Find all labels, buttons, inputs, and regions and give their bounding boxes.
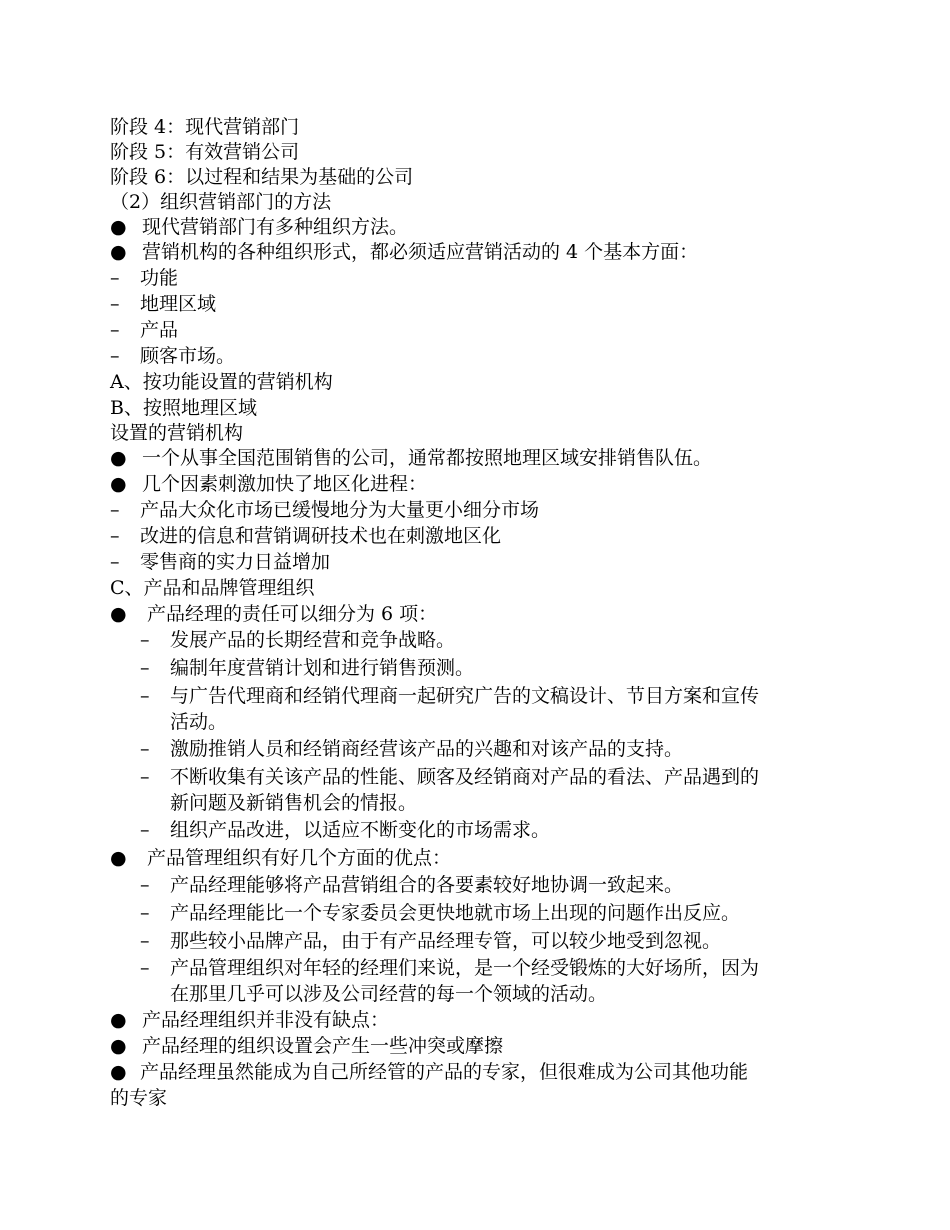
- line-text: C、产品和品牌管理组织: [110, 577, 315, 599]
- line-text: B、按照地理区域: [110, 397, 257, 419]
- line-text: 现代营销部门有多种组织方法。: [142, 216, 409, 238]
- line-text: 产品经理能比一个专家委员会更快地就市场上出现的问题作出反应。: [170, 902, 741, 924]
- line-text: 的专家: [110, 1087, 168, 1109]
- section-heading: [110, 576, 315, 600]
- dash-icon: –: [110, 551, 120, 573]
- dash-item: [140, 818, 550, 842]
- dash-item: [140, 956, 759, 980]
- bullet-icon: ●: [110, 1061, 127, 1083]
- dash-icon: –: [140, 629, 150, 651]
- dash-item: [110, 498, 539, 522]
- line-text: 产品经理虽然能成为自己所经管的产品的专家，但很难成为公司其他功能: [140, 1061, 749, 1083]
- dash-icon: –: [140, 902, 150, 924]
- dash-icon: –: [140, 657, 150, 679]
- dash-item: [140, 929, 721, 953]
- dash-icon: –: [140, 874, 150, 896]
- bullet-item: [110, 472, 427, 496]
- dash-item: [140, 765, 759, 789]
- dash-item: [110, 344, 235, 368]
- line-text: 在那里几乎可以涉及公司经营的每一个领域的活动。: [170, 983, 608, 1005]
- line-text: 设置的营销机构: [110, 422, 244, 444]
- dash-item: [110, 550, 330, 574]
- line-text: 发展产品的长期经营和竞争战略。: [170, 629, 456, 651]
- line-text: 不断收集有关该产品的性能、顾客及经销商对产品的看法、产品遇到的: [170, 766, 760, 788]
- bullet-item: [110, 215, 408, 239]
- text-line: [110, 115, 299, 139]
- dash-item: [140, 628, 455, 652]
- bullet-item: [110, 446, 712, 470]
- dash-item: [140, 901, 740, 925]
- dash-icon: –: [110, 267, 120, 289]
- line-text: 组织产品改进，以适应不断变化的市场需求。: [170, 819, 551, 841]
- line-text: 产品管理组织有好几个方面的优点：: [147, 847, 452, 869]
- line-text: 编制年度营销计划和进行销售预测。: [170, 657, 475, 679]
- dash-icon: –: [110, 345, 120, 367]
- continuation-line: [170, 791, 417, 815]
- line-text: 产品大众化市场已缓慢地分为大量更小细分市场: [140, 499, 540, 521]
- dash-item: [110, 318, 178, 342]
- line-text: 产品经理组织并非没有缺点：: [142, 1009, 390, 1031]
- line-text: 顾客市场。: [140, 345, 236, 367]
- dash-icon: –: [140, 738, 150, 760]
- line-text: 产品经理的组织设置会产生一些冲突或摩擦: [142, 1035, 504, 1057]
- dash-icon: –: [140, 930, 150, 952]
- text-line: [110, 140, 299, 164]
- dash-icon: –: [110, 499, 120, 521]
- line-text: 阶段 6：以过程和结果为基础的公司: [110, 166, 414, 188]
- bullet-item: [110, 1034, 503, 1058]
- line-text: 一个从事全国范围销售的公司，通常都按照地理区域安排销售队伍。: [142, 447, 713, 469]
- dash-item: [140, 737, 683, 761]
- line-text: 功能: [140, 267, 179, 289]
- bullet-icon: ●: [110, 216, 127, 238]
- dash-icon: –: [110, 319, 120, 341]
- line-text: 改进的信息和营销调研技术也在刺激地区化: [140, 525, 502, 547]
- bullet-icon: ●: [110, 241, 127, 263]
- dash-item: [140, 656, 474, 680]
- dash-icon: –: [140, 685, 150, 707]
- section-heading: [110, 396, 257, 420]
- bullet-icon: ●: [110, 847, 127, 869]
- bullet-icon: ●: [110, 473, 127, 495]
- bullet-icon: ●: [110, 447, 127, 469]
- continuation-line: [170, 710, 227, 734]
- dash-icon: –: [110, 293, 120, 315]
- line-text: 营销机构的各种组织形式，都必须适应营销活动的 4 个基本方面：: [142, 241, 699, 263]
- line-text: 那些较小品牌产品，由于有产品经理专管，可以较少地受到忽视。: [170, 930, 722, 952]
- bullet-item: [110, 240, 698, 264]
- bullet-item: [110, 1060, 748, 1084]
- bullet-icon: ●: [110, 1035, 127, 1057]
- line-text: （2）组织营销部门的方法: [110, 191, 332, 213]
- dash-item: [110, 292, 216, 316]
- dash-item: [140, 684, 759, 708]
- dash-icon: –: [140, 957, 150, 979]
- dash-item: [140, 873, 683, 897]
- continuation-line: [110, 1086, 167, 1110]
- bullet-item: [110, 602, 437, 626]
- line-text: 活动。: [170, 711, 228, 733]
- dash-icon: –: [140, 819, 150, 841]
- line-text: 阶段 5：有效营销公司: [110, 141, 300, 163]
- line-text: 几个因素刺激加快了地区化进程：: [142, 473, 428, 495]
- line-text: 产品: [140, 319, 179, 341]
- line-text: 激励推销人员和经销商经营该产品的兴趣和对该产品的支持。: [170, 738, 684, 760]
- dash-icon: –: [140, 766, 150, 788]
- bullet-item: [110, 1008, 389, 1032]
- section-heading: [110, 190, 331, 214]
- line-text: 零售商的实力日益增加: [140, 551, 331, 573]
- continuation-line: [170, 982, 607, 1006]
- text-line: [110, 421, 243, 445]
- line-text: 产品管理组织对年轻的经理们来说，是一个经受锻炼的大好场所，因为: [170, 957, 760, 979]
- line-text: 与广告代理商和经销代理商一起研究广告的文稿设计、节目方案和宣传: [170, 685, 760, 707]
- text-line: [110, 165, 413, 189]
- line-text: 地理区域: [140, 293, 217, 315]
- line-text: 产品经理的责任可以细分为 6 项：: [147, 603, 438, 625]
- dash-item: [110, 524, 501, 548]
- line-text: A、按功能设置的营销机构: [110, 371, 333, 393]
- dash-item: [110, 266, 178, 290]
- bullet-icon: ●: [110, 603, 127, 625]
- section-heading: [110, 370, 333, 394]
- bullet-item: [110, 846, 451, 870]
- line-text: 产品经理能够将产品营销组合的各要素较好地协调一致起来。: [170, 874, 684, 896]
- line-text: 阶段 4：现代营销部门: [110, 116, 300, 138]
- bullet-icon: ●: [110, 1009, 127, 1031]
- line-text: 新问题及新销售机会的情报。: [170, 792, 418, 814]
- dash-icon: –: [110, 525, 120, 547]
